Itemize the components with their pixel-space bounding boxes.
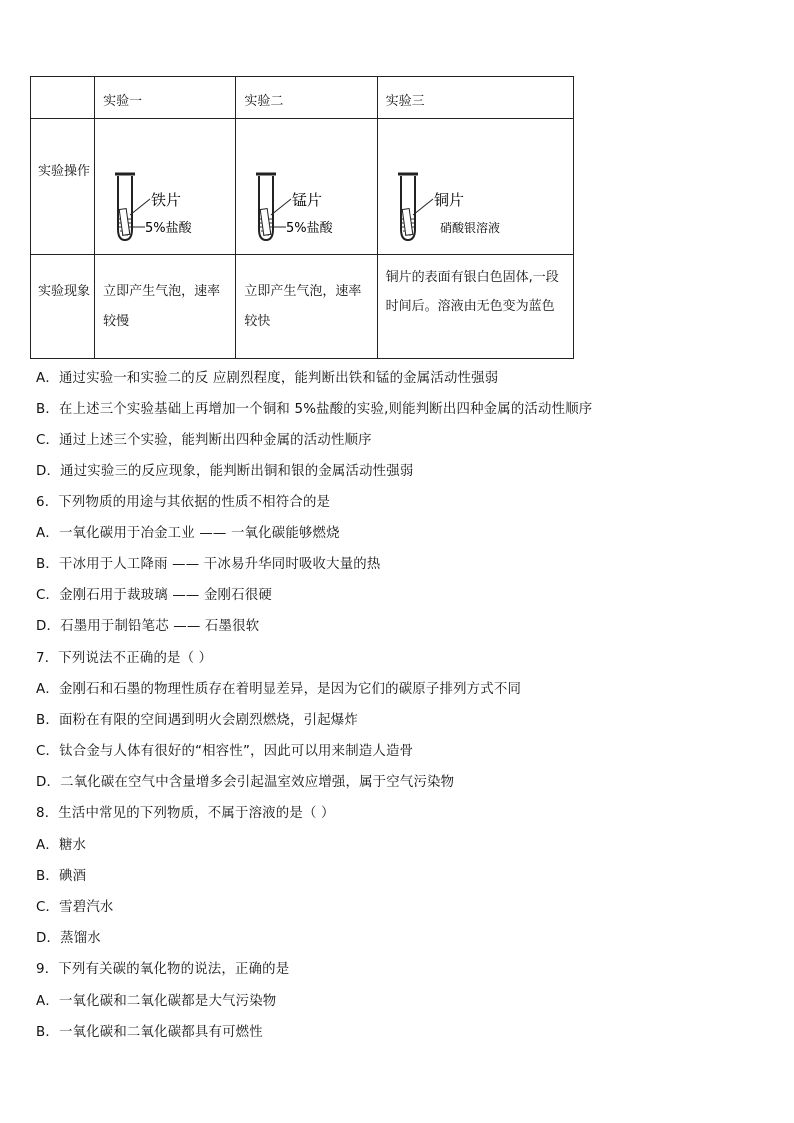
option-line: C．雪碧汽水 [36, 900, 114, 915]
option-line: B．面粉在有限的空间遇到明火会剧烈燃烧，引起爆炸 [36, 713, 358, 728]
option-line: D．通过实验三的反应现象，能判断出铜和银的金属活动性强弱 [36, 464, 414, 479]
test-tube-manganese-diagram [236, 119, 377, 253]
option-line: D．石墨用于制铅笔芯 —— 石墨很软 [36, 619, 260, 634]
option-line: D．二氧化碳在空气中含量增多会引起温室效应增强，属于空气污染物 [36, 775, 455, 790]
question-line: 7．下列说法不正确的是（ ） [36, 651, 213, 666]
option-line: A．糖水 [36, 838, 87, 853]
header-experiment-3: 实验三 [377, 77, 573, 119]
question-line: 6．下列物质的用途与其依据的性质不相符合的是 [36, 495, 331, 510]
question-line: 8．生活中常见的下列物质，不属于溶液的是（ ） [36, 806, 335, 821]
table-corner-cell [31, 77, 95, 119]
option-line: A．金刚石和石墨的物理性质存在着明显差异，是因为它们的碳原子排列方式不同 [36, 682, 522, 697]
metal-label: 锰片 [292, 191, 323, 209]
metal-label: 铁片 [151, 191, 182, 209]
option-line: B．在上述三个实验基础上再增加一个铜和 5%盐酸的实验,则能判断出四种金属的活动性顺序 [36, 402, 593, 417]
option-line: C．通过上述三个实验，能判断出四种金属的活动性顺序 [36, 433, 372, 448]
option-line: D．蒸馏水 [36, 931, 101, 946]
liquid-label: 5%盐酸 [286, 221, 333, 236]
liquid-label: 硝酸银溶液 [439, 221, 500, 235]
question-line: 9．下列有关碳的氧化物的说法，正确的是 [36, 962, 290, 977]
operation-cell-3 [377, 119, 573, 255]
table-row-phenomenon [31, 255, 574, 359]
experiment-table [30, 76, 574, 359]
liquid-label: 5%盐酸 [145, 221, 192, 236]
metal-label: 铜片 [433, 191, 464, 209]
phenomenon-cell-1: 立即产生气泡，速率较慢 [95, 255, 236, 359]
header-experiment-2: 实验二 [236, 77, 377, 119]
operation-cell-2 [236, 119, 377, 255]
header-experiment-1: 实验一 [95, 77, 236, 119]
option-line: B．一氧化碳和二氧化碳都具有可燃性 [36, 1025, 263, 1040]
operation-label-cell [31, 119, 95, 255]
phenomenon-label-cell [31, 255, 95, 359]
option-line: A．通过实验一和实验二的反 应剧烈程度，能判断出铁和锰的金属活动性强弱 [36, 371, 499, 386]
option-line: B．碘酒 [36, 869, 87, 884]
phenomenon-label: 实验现象 [38, 284, 91, 299]
operation-cell-1 [95, 119, 236, 255]
option-line: C．金刚石用于裁玻璃 —— 金刚石很硬 [36, 588, 272, 603]
option-line: C．钛合金与人体有很好的“相容性”，因此可以用来制造人造骨 [36, 744, 414, 759]
phenomenon-cell-2: 立即产生气泡，速率较快 [236, 255, 377, 359]
option-line: B．干冰用于人工降雨 —— 干冰易升华同时吸收大量的热 [36, 557, 381, 572]
option-line: A．一氧化碳用于冶金工业 —— 一氧化碳能够燃烧 [36, 526, 340, 541]
option-line: A．一氧化碳和二氧化碳都是大气污染物 [36, 994, 277, 1009]
table-header-row [31, 77, 574, 119]
table-row-operation [31, 119, 574, 255]
operation-label: 实验操作 [38, 164, 91, 179]
test-tube-copper-diagram [378, 119, 574, 253]
phenomenon-cell-3: 铜片的表面有银白色固体,一段时间后。溶液由无色变为蓝色 [377, 255, 573, 359]
test-tube-iron-diagram [95, 119, 236, 253]
